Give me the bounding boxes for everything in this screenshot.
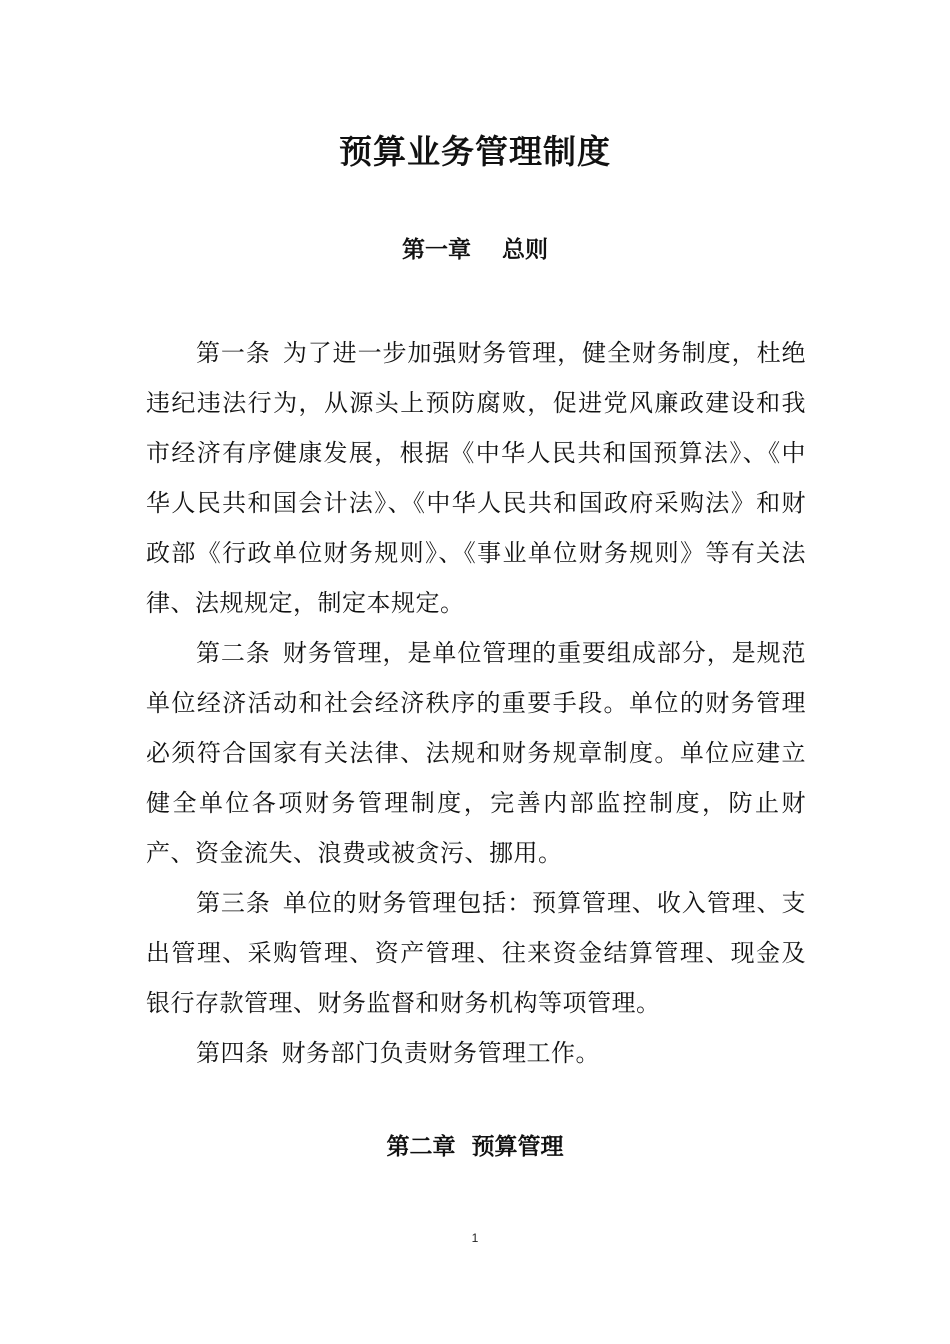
article-3 xyxy=(146,878,806,1028)
page-number: 1 xyxy=(471,1231,479,1245)
article-4-text: 财务部门负责财务管理工作。 xyxy=(281,1039,600,1067)
article-4 xyxy=(146,1028,806,1078)
article-1-number: 第一条 xyxy=(196,339,271,367)
article-2-text: 财务管理，是单位管理的重要组成部分，是规范单位经济活动和社会经济秩序的重要手段。单位的财务管理必须符合国家有关法律、法规和财务规章制度。单位应建立健全单位各项财务管理制度，完善内部监控制度，防止财产、资金流失、浪费或被贪污、挪用。 xyxy=(146,639,807,867)
document-title: 预算业务管理制度 xyxy=(339,132,611,171)
chapter-1-body xyxy=(146,328,806,1078)
chapter-1-heading: 第一章 总则 xyxy=(401,236,548,263)
article-2-number: 第二条 xyxy=(196,639,271,667)
article-1 xyxy=(146,328,806,628)
article-1-text: 为了进一步加强财务管理，健全财务制度，杜绝违纪违法行为，从源头上预防腐败，促进党风廉政建设和我市经济有序健康发展，根据《中华人民共和国预算法》、《中华人民共和国会计法》、《中华人民共和国政府采购法》和财政部《行政单位财务规则》、《事业单位财务规则》等有关法律、法规规定，制定本规定。 xyxy=(146,339,807,617)
article-2 xyxy=(146,628,806,878)
article-3-number: 第三条 xyxy=(196,889,271,917)
article-3-text: 单位的财务管理包括：预算管理、收入管理、支出管理、采购管理、资产管理、往来资金结算管理、现金及银行存款管理、财务监督和财务机构等项管理。 xyxy=(146,889,807,1017)
chapter-2-heading: 第二章 预算管理 xyxy=(386,1133,564,1160)
article-4-number: 第四条 xyxy=(196,1039,270,1067)
